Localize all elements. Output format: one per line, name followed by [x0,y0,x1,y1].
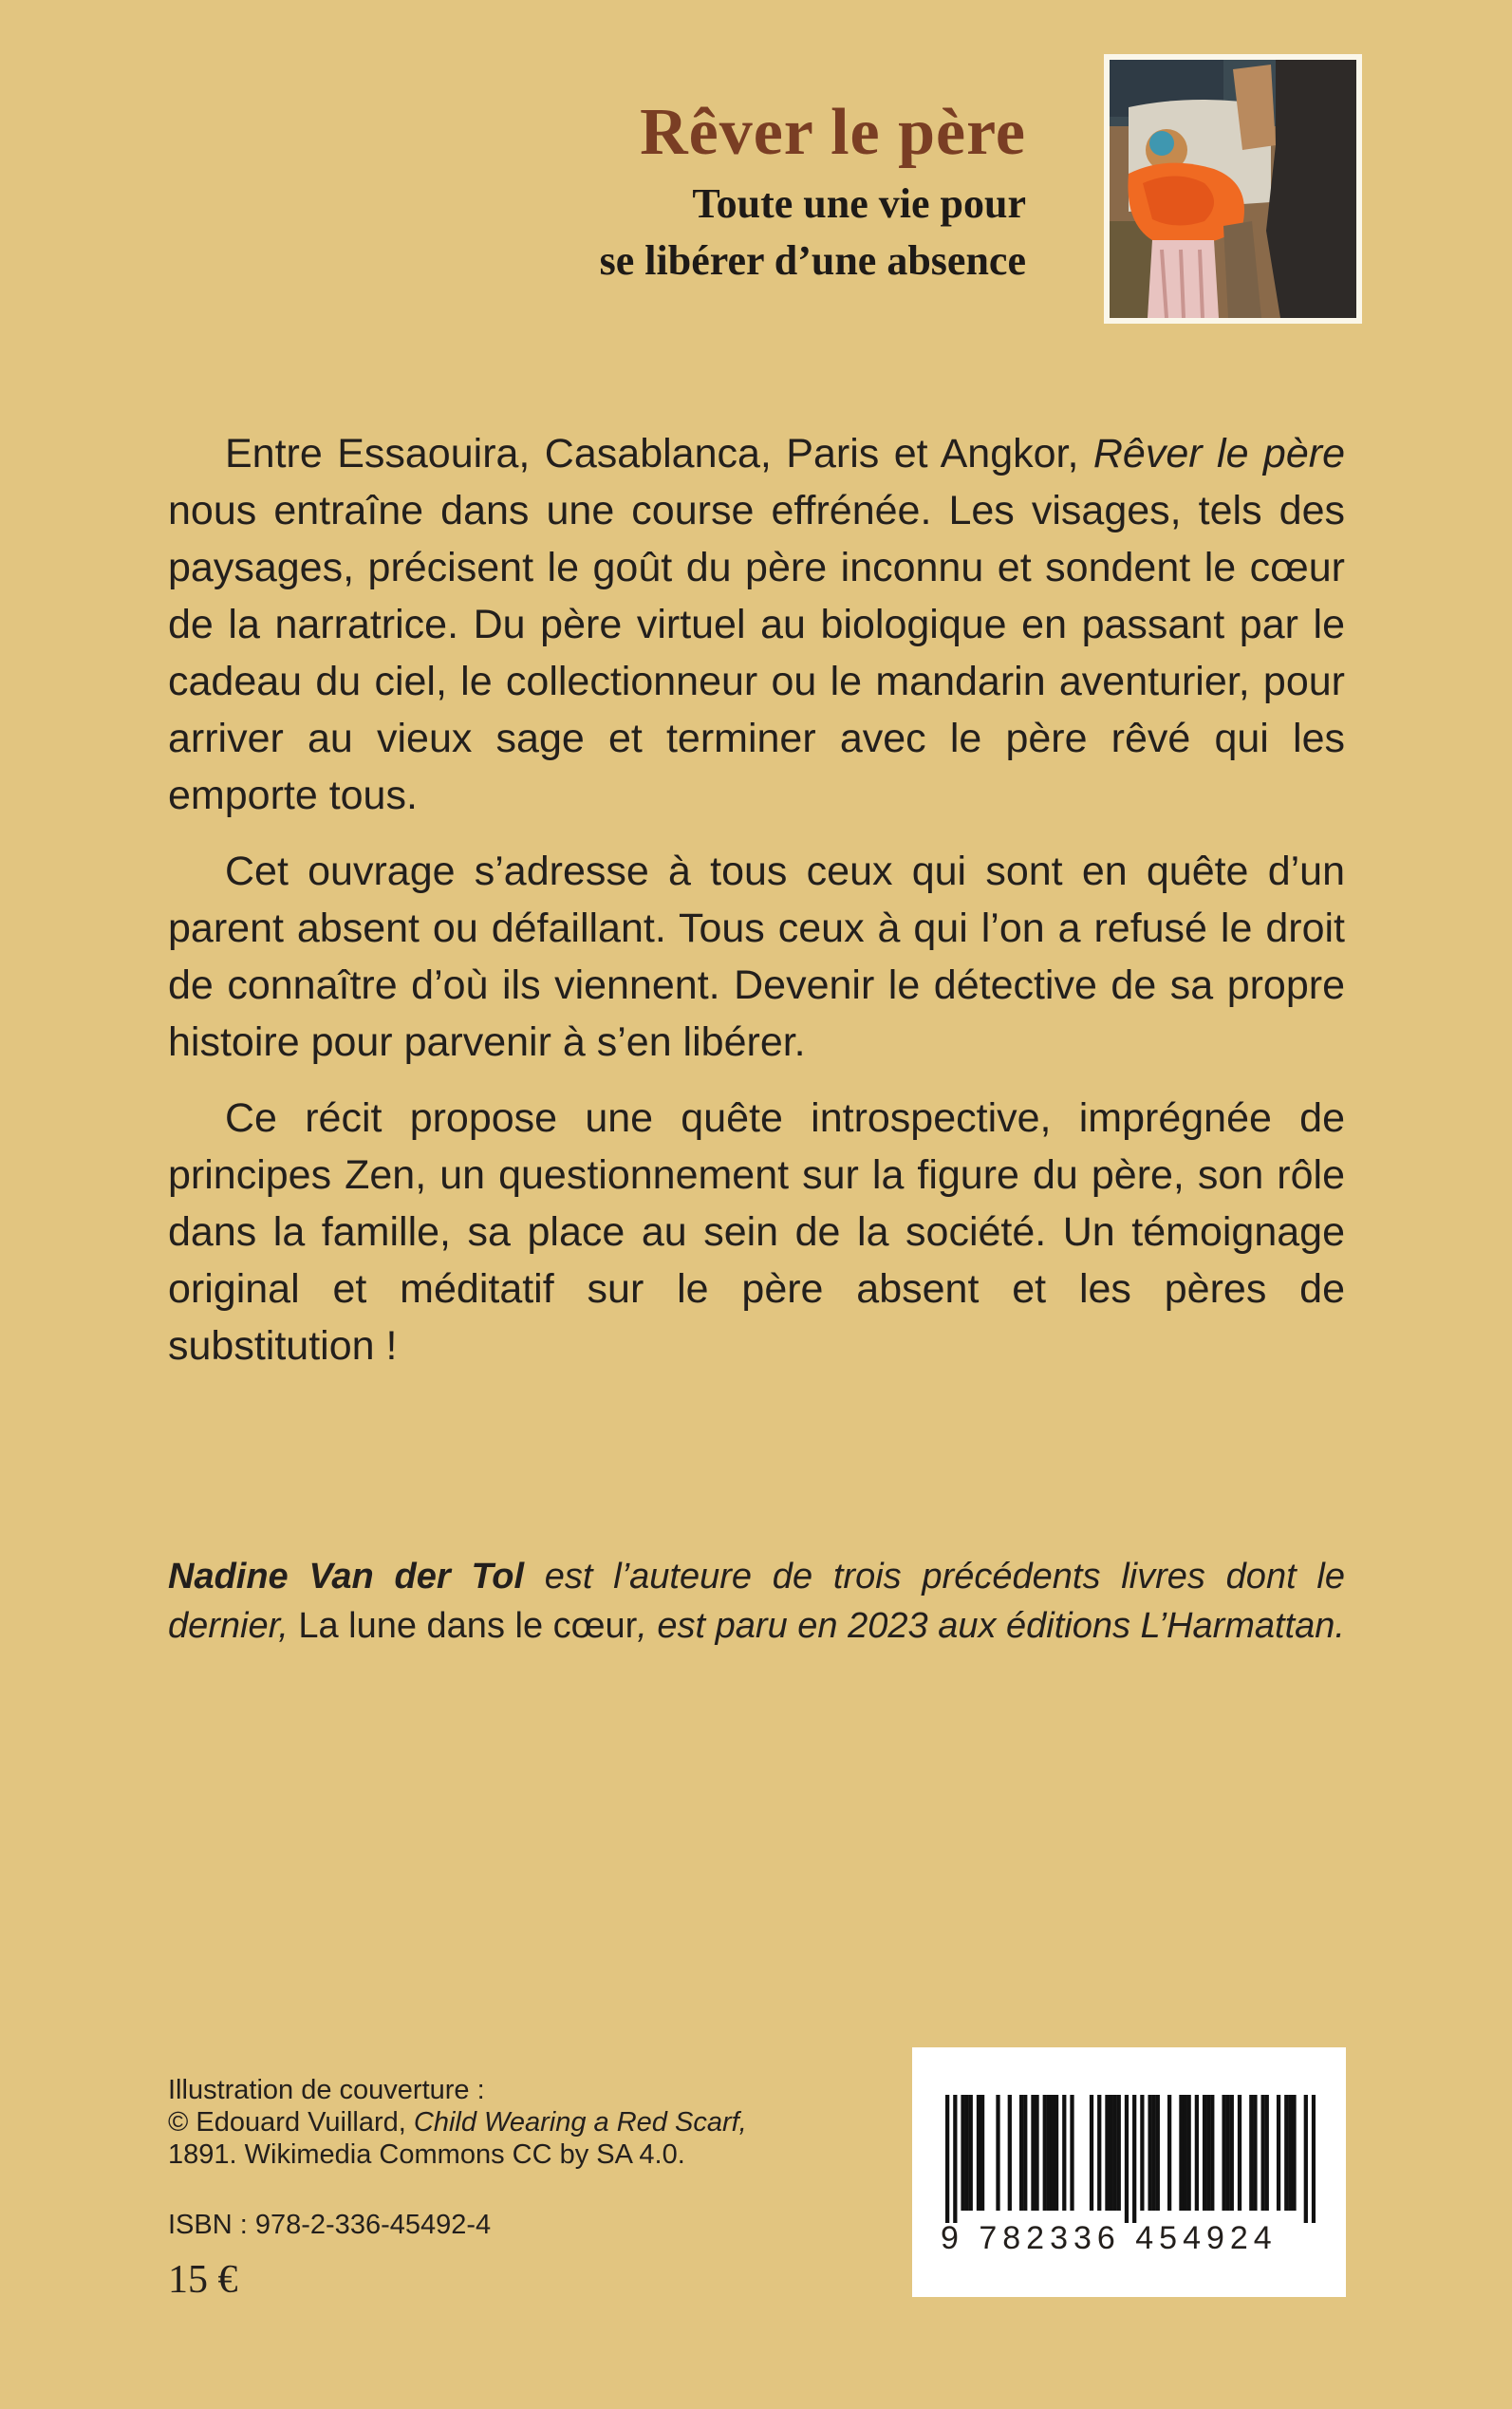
barcode-bar [1043,2095,1047,2211]
barcode-bar [1167,2095,1171,2211]
blurb-p1-title: Rêver le père [1092,431,1345,476]
barcode-bar [1187,2095,1191,2211]
barcode-number: 9 782336 454924 [941,2220,1278,2256]
barcode-bar [1210,2095,1214,2211]
blurb-p1-rest: nous entraîne dans une course effrénée. Les visages, tels des paysages, précisent le goût du père inconnu et sondent le cœur de la narratrice. Du père virtuel au biologique en passant par le cadeau du ciel, le collectionneur ou le mandarin aventurier, pour arriver au vieux sage et terminer avec le père rêvé qui les emporte tous. [168,488,1345,818]
barcode-bar [1253,2095,1257,2211]
barcode-bar [1206,2095,1210,2211]
barcode-bar [1284,2095,1288,2211]
barcode-bar [1023,2095,1027,2211]
barcode-bar [1195,2095,1199,2211]
author-name: Nadine Van der Tol [168,1557,525,1597]
barcode-bar [953,2095,957,2223]
author-bio-text-1: est l’auteure de trois précédents livres dont le dernier, [168,1557,1345,1646]
cover-illustration-thumbnail [1104,54,1362,324]
barcode-bar [1047,2095,1051,2211]
barcode-bar [996,2095,999,2211]
author-last-book: La lune dans le cœur [298,1606,638,1646]
barcode-bar [1312,2095,1316,2223]
barcode [912,2047,1346,2297]
barcode-bar [1148,2095,1151,2211]
barcode-bar [1261,2095,1265,2211]
barcode-bar [1055,2095,1058,2211]
barcode-bar [945,2095,949,2223]
barcode-bar [1140,2095,1144,2211]
isbn: ISBN : 978-2-336-45492-4 [168,2210,492,2240]
illustration-credits [168,2074,889,2171]
barcode-bar [1019,2095,1023,2211]
barcode-bar [1132,2095,1136,2223]
credits-work-title: Child Wearing a Red Scarf, [413,2107,747,2138]
barcode-bar [1304,2095,1308,2223]
barcode-bar [1105,2095,1109,2211]
price: 15 € [168,2258,238,2302]
barcode-bar [1292,2095,1296,2211]
credits-line-1: Illustration de couverture : [168,2075,485,2105]
barcode-bar [980,2095,984,2211]
barcode-bar [1035,2095,1038,2211]
barcode-bar [1238,2095,1241,2211]
blurb-paragraph-3: Ce récit propose une quête introspective, imprégnée de principes Zen, un questionnement sur la figure du père, son rôle dans la famille, sa place au sein de la société. Un témoignage original et méditatif sur le père absent et les pères de substitution ! [168,1095,1345,1369]
barcode-bar [1249,2095,1253,2211]
barcode-bar [1109,2095,1112,2211]
barcode-bar [1277,2095,1280,2211]
blurb-paragraph-1 [168,425,1345,824]
barcode-bar [1288,2095,1292,2211]
barcode-bar [1125,2095,1129,2223]
barcode-bar [1152,2095,1156,2211]
barcode-bars [945,2095,1316,2223]
painting-thumbnail-icon [1110,60,1356,318]
blurb-p1-intro: Entre Essaouira, Casablanca, Paris et Angkor, [225,431,1093,476]
barcode-bar [1090,2095,1093,2211]
barcode-bar [1156,2095,1160,2211]
barcode-bar [1062,2095,1066,2211]
book-title: Rêver le père [640,96,1026,169]
barcode-bar [1031,2095,1035,2211]
credits-artist: © Edouard Vuillard, [168,2107,414,2138]
back-cover-blurb [168,425,1345,1393]
author-bio-text-2: , est paru en 2023 aux éditions L’Harmattan. [637,1606,1345,1646]
author-bio [168,1552,1345,1651]
barcode-bar [1113,2095,1117,2211]
barcode-bar [1230,2095,1234,2211]
barcode-bar [969,2095,973,2211]
barcode-bar [961,2095,964,2211]
barcode-bar [1179,2095,1183,2211]
barcode-bar [1265,2095,1269,2211]
barcode-bar [1183,2095,1186,2211]
credits-line-3: 1891. Wikimedia Commons CC by SA 4.0. [168,2139,685,2170]
credits-line-2 [168,2106,889,2138]
barcode-bar [977,2095,980,2211]
subtitle-line-1: Toute une vie pour [692,180,1026,227]
barcode-bar [1226,2095,1230,2211]
barcode-bar [965,2095,969,2211]
blurb-paragraph-2: Cet ouvrage s’adresse à tous ceux qui sont en quête d’un parent absent ou défaillant. Tous ceux à qui l’on a refusé le droit de connaître d’où ils viennent. Devenir le détective de sa propre histoire pour parvenir à s’en libérer. [168,849,1345,1065]
barcode-bar [1097,2095,1101,2211]
book-subtitle [600,176,1026,289]
barcode-bar [1222,2095,1225,2211]
barcode-bar [1203,2095,1206,2211]
barcode-bar [1070,2095,1073,2211]
subtitle-line-2: se libérer d’une absence [599,237,1026,284]
barcode-bar [1117,2095,1121,2211]
barcode-bar [1051,2095,1055,2211]
barcode-bar [1008,2095,1012,2211]
